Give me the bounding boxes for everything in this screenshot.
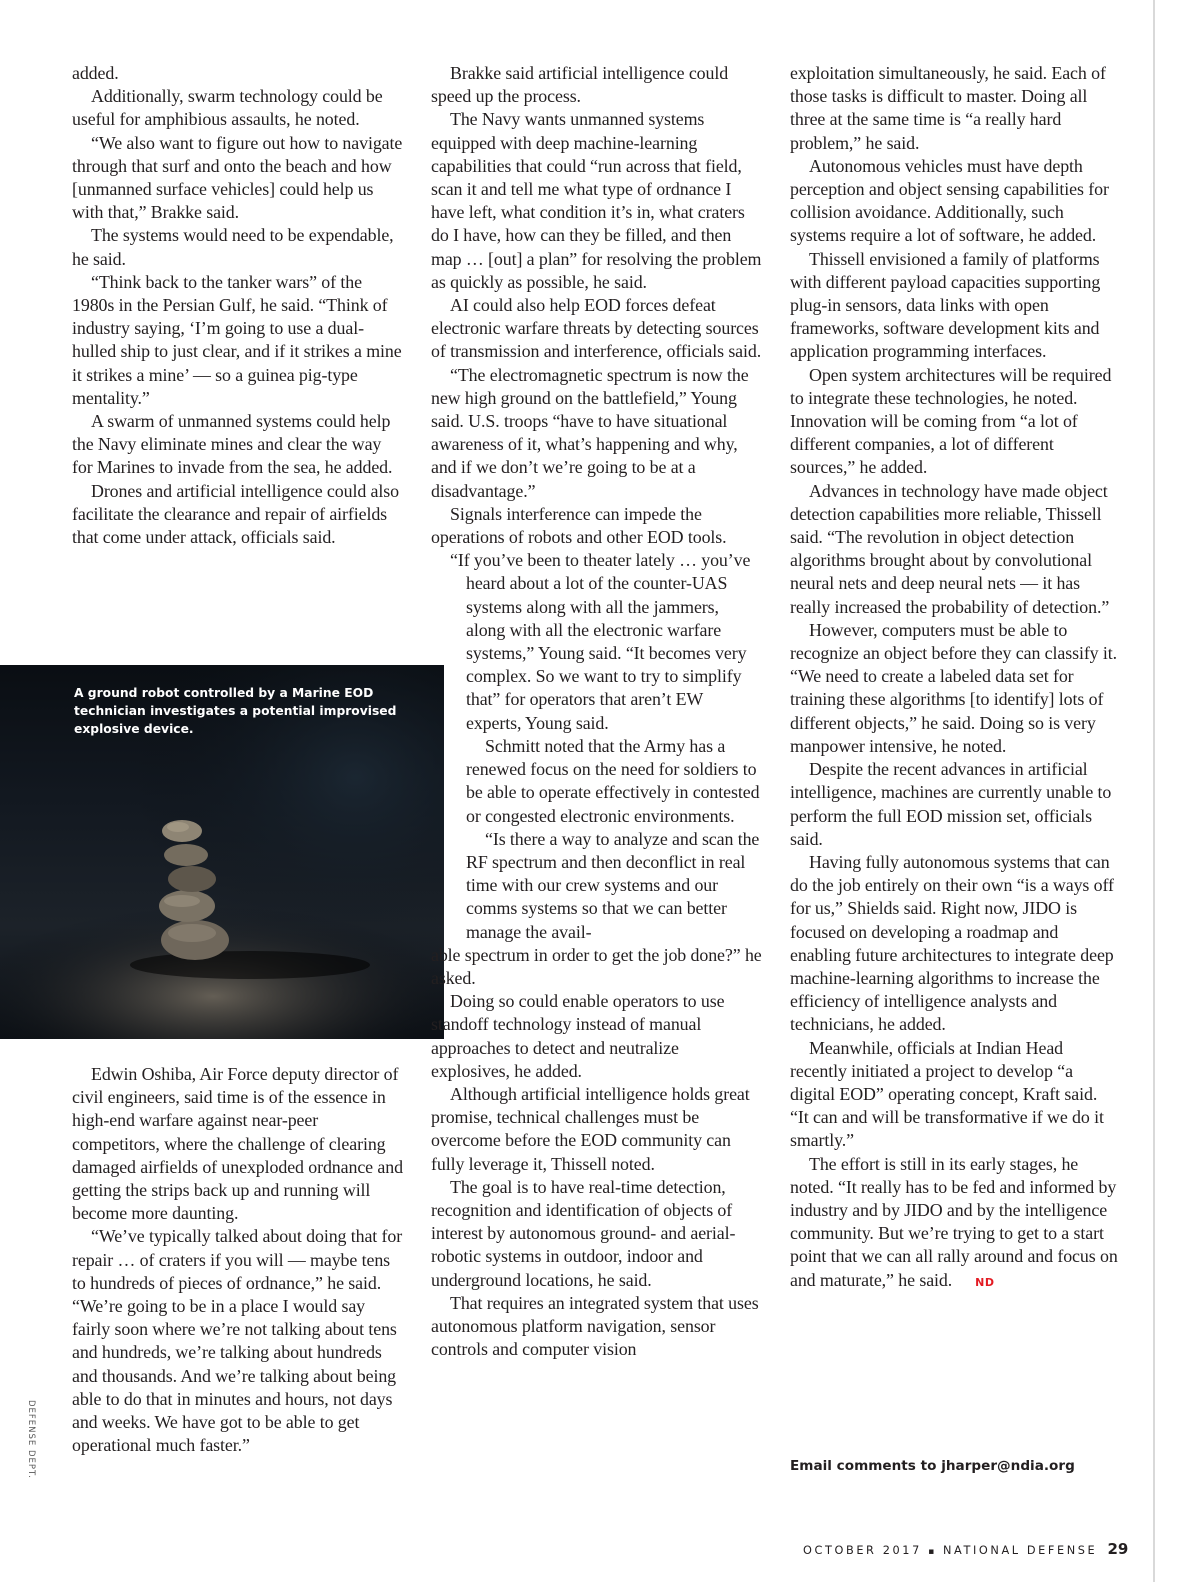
paragraph: Although artificial intelligence holds great promise, technical challenges must be overcome before the EOD community can fully leverage it, Thissell noted. bbox=[431, 1083, 750, 1174]
paragraph: A swarm of unmanned systems could help the Navy eliminate mines and clear the way for Marines to invade from the sea, he added. bbox=[72, 411, 393, 478]
footer-publication: NATIONAL DEFENSE bbox=[942, 1544, 1098, 1557]
paragraph: Despite the recent advances in artificial intelligence, machines are currently unable to perform the full EOD mission set, officials said. bbox=[790, 759, 1112, 849]
side-label: DEFENSE DEPT. bbox=[26, 1400, 36, 1479]
left-column-bottom bbox=[72, 1063, 404, 1457]
paragraph: added. bbox=[72, 63, 119, 83]
paragraph: Meanwhile, officials at Indian Head recently initiated a project to develop “a digital EOD” operating concept, Kraft said. “It can and will be transformative if we do it smartly.” bbox=[790, 1037, 1104, 1151]
page-edge-rule bbox=[1153, 0, 1155, 1582]
photo-rock-cairn bbox=[0, 665, 444, 1039]
paragraph: “We also want to figure out how to navigate through that surf and onto the beach and how [unmanned surface vehicles] could help us with that,” Brakke said. bbox=[72, 132, 403, 223]
paragraph: “Is there a way to analyze and scan the RF spectrum and then deconflict in real time with our crew systems and our comms systems so that we can better manage the avail- bbox=[466, 828, 760, 942]
email-comments-line: Email comments to jharper@ndia.org bbox=[790, 1458, 1075, 1474]
final-paragraph bbox=[790, 1153, 1118, 1294]
paragraph: The Navy wants unmanned systems equipped with deep machine-learning capabilities that could “run across that field, scan it and tell me what type of ordnance I have left, what condition it’s in, what craters do I have, how can they be filled, and then map … [out] a plan” for resolving the problem as quickly as possible, he said. bbox=[431, 109, 762, 292]
left-column-top bbox=[72, 62, 404, 549]
footer-date: OCTOBER 2017 bbox=[803, 1544, 922, 1557]
paragraph: able spectrum in order to get the job done?” he asked. bbox=[431, 944, 762, 988]
end-mark: ND bbox=[975, 1275, 995, 1289]
paragraph: The goal is to have real-time detection, recognition and identification of objects of interest by autonomous ground- and aerial-robotic systems in outdoor, indoor and underground locations, he said. bbox=[431, 1176, 736, 1290]
middle-column bbox=[431, 62, 762, 1361]
paragraph: Having fully autonomous systems that can do the job entirely on their own “is a ways off for us,” Shields said. Right now, JIDO is focused on developing a roadmap and enabling future architectures to integrate deep machine-learning algorithms to increase the efficiency of intelligence analysts and technicians, he added. bbox=[790, 851, 1114, 1035]
photo-caption: A ground robot controlled by a Marine EOD technician investigates a potential improvised explosive device. bbox=[74, 686, 397, 736]
paragraph: Additionally, swarm technology could be useful for amphibious assaults, he noted. bbox=[72, 86, 383, 130]
page-number: 29 bbox=[1107, 1540, 1129, 1558]
footer-separator: ▪ bbox=[928, 1547, 937, 1557]
paragraph: Schmitt noted that the Army has a renewed focus on the need for soldiers to be able to operate effectively in contested or congested electronic environments. bbox=[466, 735, 760, 826]
paragraph: “If you’ve been to theater lately … you’ve heard about a lot of the counter-UAS systems along with all the jammers, along with all the electronic warfare systems,” Young said. “It becomes very complex. So we want to try to simplify that” for operators that aren’t EW experts, Young said. bbox=[450, 550, 751, 733]
paragraph-text: The effort is still in its early stages, he noted. “It really has to be fed and informed by industry and by JIDO and by the intelligence community. But we’re trying to get to a start point that we can all rally around and focus on and maturate,” he said. bbox=[790, 1153, 1118, 1290]
page-footer bbox=[803, 1540, 1129, 1560]
paragraph: “We’ve typically talked about doing that for repair … of craters if you will — maybe tens to hundreds of pieces of ordnance,” he said. “We’re going to be in a place I would say fairly soon where we’re not talking about tens and hundreds, we’re talking about hundreds and thousands. And we’re talking about being able to do that in minutes and hours, not days and weeks. We have got to be able to get operational much faster.” bbox=[72, 1226, 403, 1456]
paragraph: Doing so could enable operators to use standoff technology instead of manual approaches to detect and neutralize explosives, he added. bbox=[431, 991, 725, 1081]
paragraph: Edwin Oshiba, Air Force deputy director of civil engineers, said time is of the essence in high-end warfare against near-peer competitors, where the challenge of clearing damaged airfields of unexploded ordnance and getting the strips back up and running will become more daunting. bbox=[72, 1064, 403, 1224]
paragraph: Thissell envisioned a family of platforms with different payload capacities supporting plug-in sensors, data links with open frameworks, software development kits and application programming interfaces. bbox=[790, 248, 1101, 362]
paragraph: exploitation simultaneously, he said. Each of those tasks is difficult to master. Doing all three at the same time is “a really hard problem,” he said. bbox=[790, 63, 1106, 153]
paragraph: That requires an integrated system that uses autonomous platform navigation, sensor controls and computer vision bbox=[431, 1292, 759, 1360]
paragraph: The systems would need to be expendable, he said. bbox=[72, 225, 394, 269]
paragraph: Drones and artificial intelligence could also facilitate the clearance and repair of airfields that come under attack, officials said. bbox=[72, 480, 399, 548]
paragraph: Autonomous vehicles must have depth perception and object sensing capabilities for collision avoidance. Additionally, such systems require a lot of software, he added. bbox=[790, 155, 1109, 246]
paragraph: Open system architectures will be required to integrate these technologies, he noted. Innovation will be coming from “a lot of different companies, a lot of different sources,” he added. bbox=[790, 364, 1112, 478]
paragraph: “The electromagnetic spectrum is now the new high ground on the battlefield,” Young said. U.S. troops “have to have situational awareness of it, what’s happening and why, and if we don’t we’re going to be at a disadvantage.” bbox=[431, 364, 749, 501]
paragraph: Brakke said artificial intelligence could speed up the process. bbox=[431, 63, 729, 107]
paragraph: AI could also help EOD forces defeat electronic warfare threats by detecting sources of transmission and interference, officials said. bbox=[431, 295, 762, 362]
paragraph: “Think back to the tanker wars” of the 1980s in the Persian Gulf, he said. “Think of industry saying, ‘I’m going to use a dual-hulled ship to just clear, and if it strikes a mine it strikes a mine’ — so a guinea pig-type mentality.” bbox=[72, 271, 402, 408]
paragraph: Signals interference can impede the operations of robots and other EOD tools. bbox=[431, 503, 727, 548]
wrapped-text-block bbox=[450, 549, 762, 943]
paragraph: Advances in technology have made object detection capabilities more reliable, Thissell said. “The revolution in object detection algorithms brought about by convolutional neural nets and deep neural nets — it has really increased the probability of detection.” bbox=[790, 480, 1110, 617]
right-column bbox=[790, 62, 1118, 1294]
paragraph: However, computers must be able to recognize an object before they can classify it. “We need to create a labeled data set for training these algorithms [to identify] lots of different objects,” he said. Doing so is very manpower intensive, he noted. bbox=[790, 619, 1118, 756]
